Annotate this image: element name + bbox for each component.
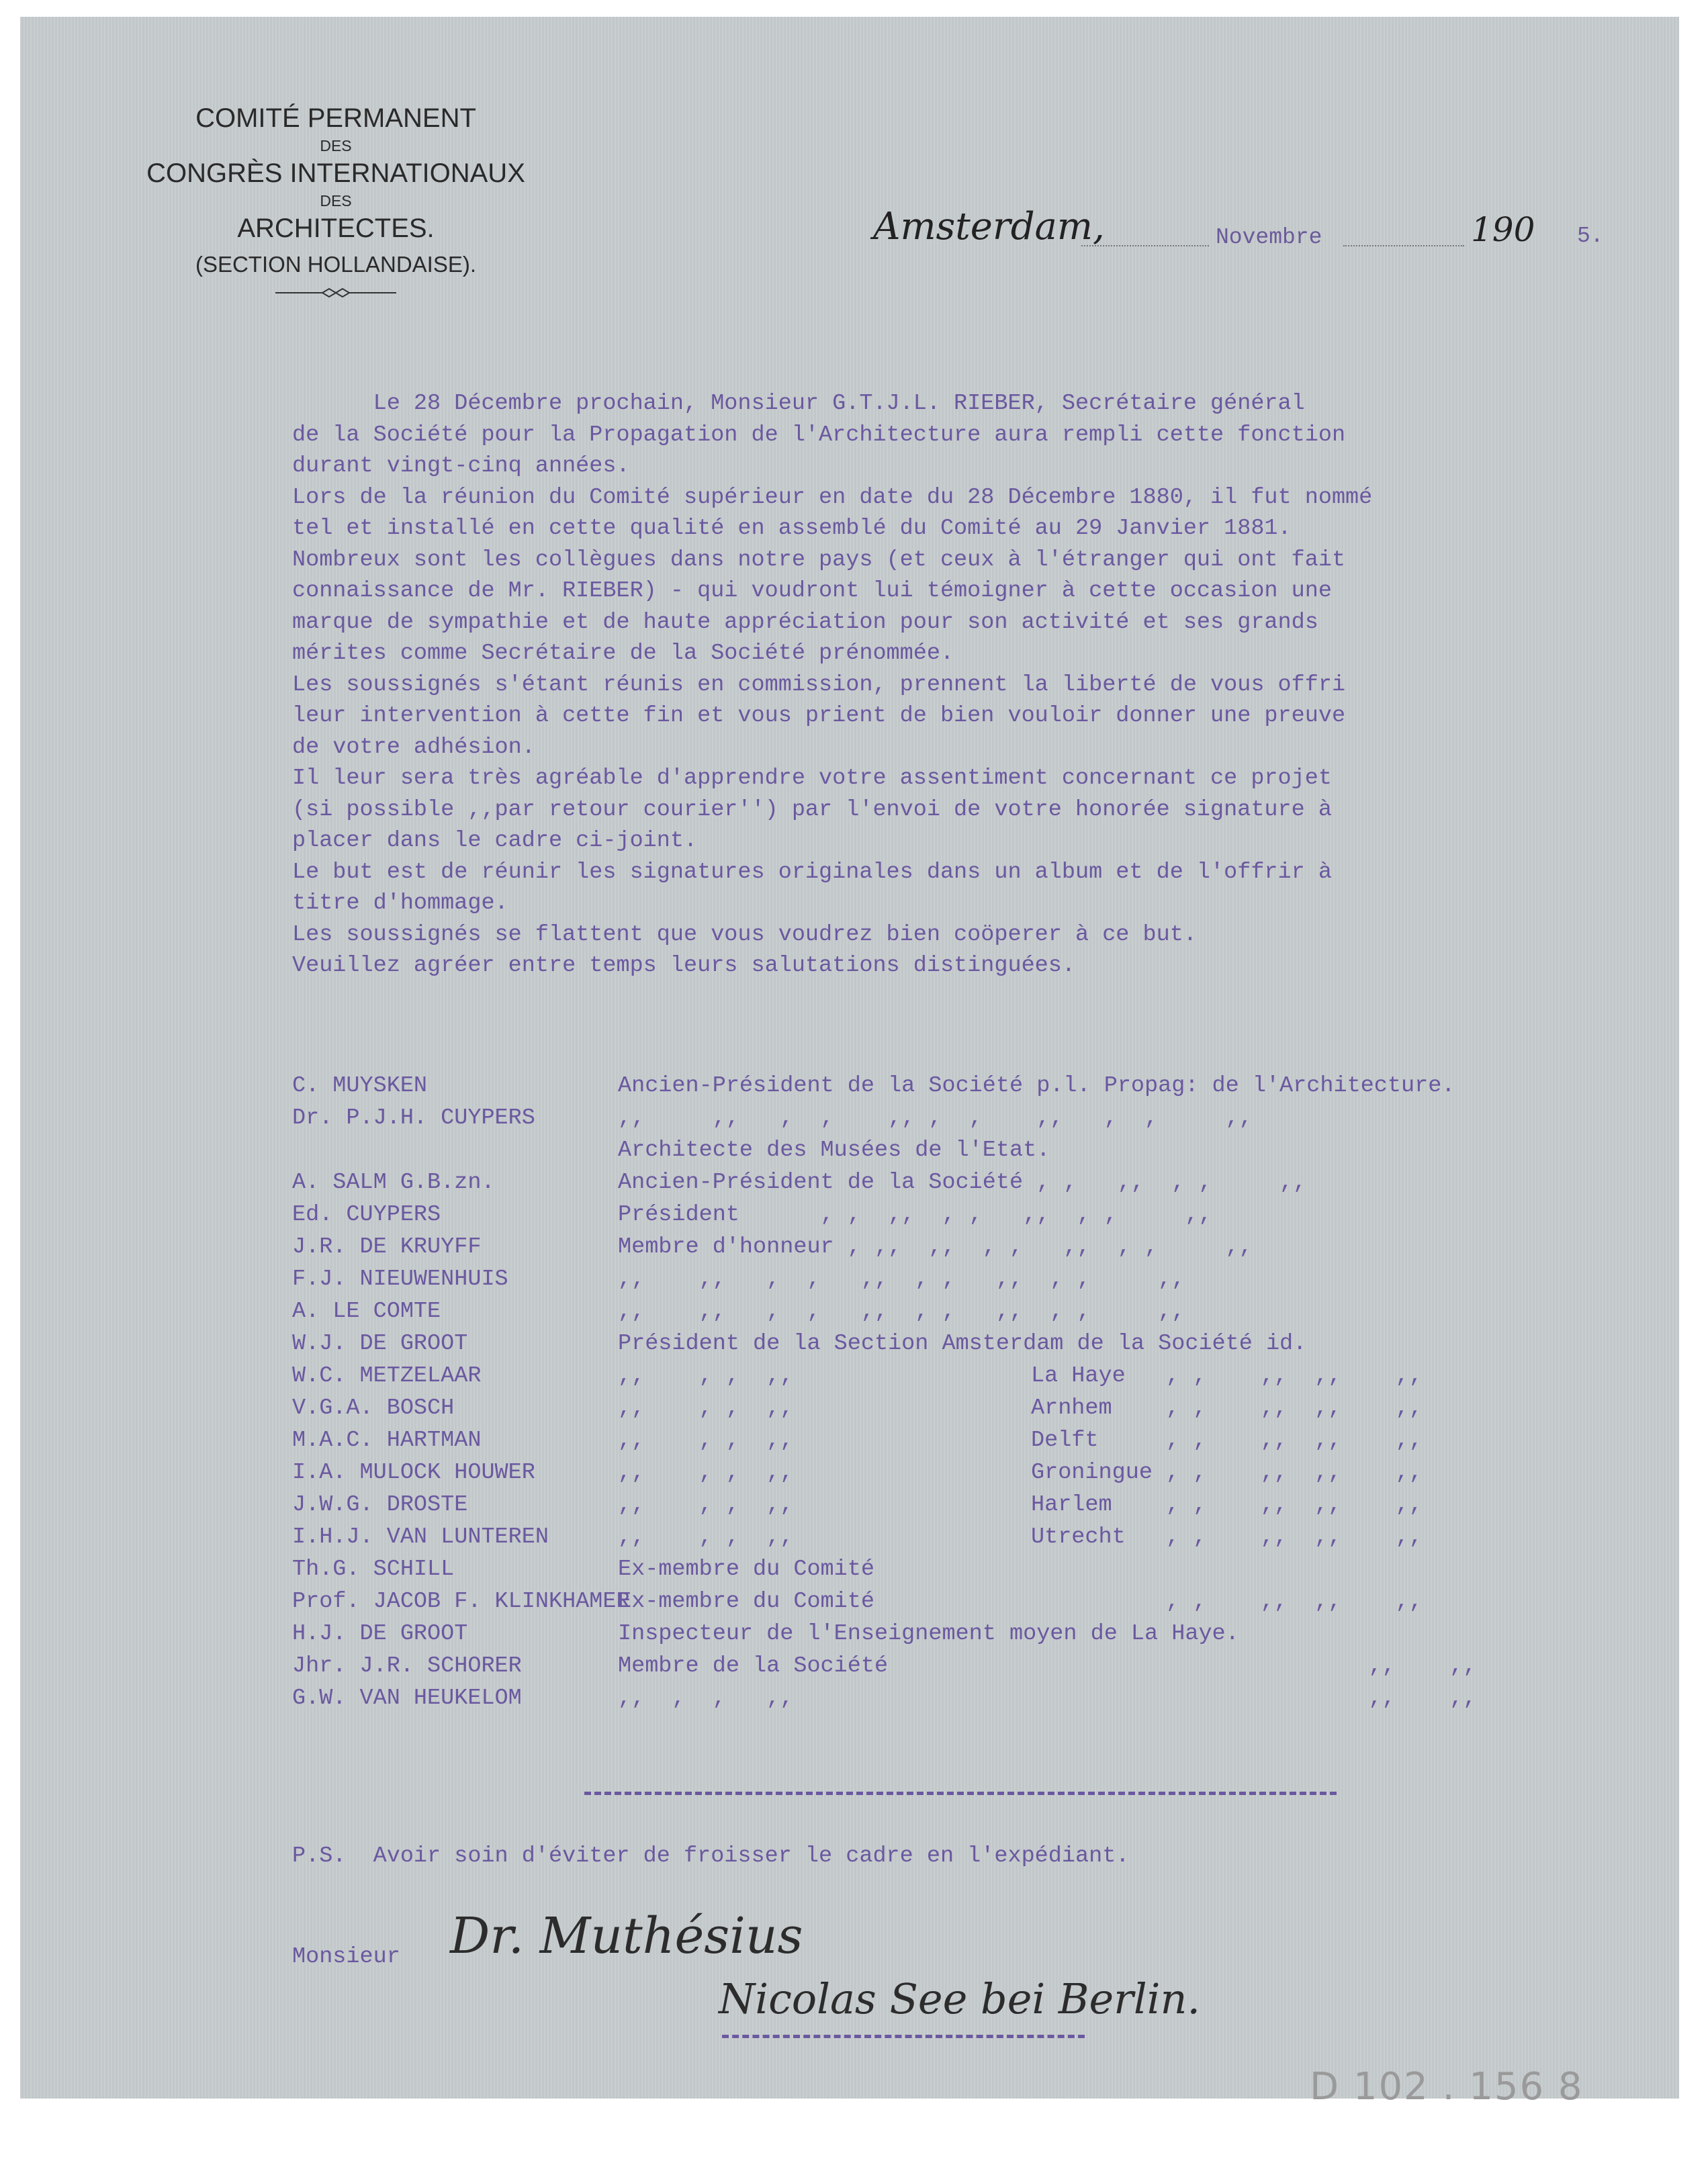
date-month: Novembre	[1216, 225, 1322, 250]
signatory-name: M.A.C. HARTMAN	[292, 1428, 482, 1453]
signatory-place: Groningue , , ,, ,, ,,	[1031, 1460, 1423, 1485]
signatory-name: Th.G. SCHILL	[292, 1557, 455, 1582]
dateline	[873, 205, 1625, 259]
signatory-place: Arnhem , , ,, ,, ,,	[1031, 1395, 1423, 1421]
body-line: Le but est de réunir les signatures originales dans un album et de l'offrir à	[292, 859, 1332, 885]
signatory-role: ,, , , ,,	[618, 1460, 794, 1485]
signatory-role: ,, , , ,,	[618, 1428, 794, 1453]
body-line: (si possible ,,par retour courier'') par l'envoi de votre honorée signature à	[292, 796, 1332, 823]
signatory-row	[292, 1231, 1676, 1263]
signatory-place: Delft , , ,, ,, ,,	[1031, 1428, 1423, 1453]
archive-number: D 102 . 156 8	[1310, 2065, 1584, 2109]
signatory-place: Harlem , , ,, ,, ,,	[1031, 1492, 1423, 1518]
signatory-role: Inspecteur de l'Enseignement moyen de La Haye.	[618, 1621, 1239, 1647]
body-line: tel et installé en cette qualité en assemblé du Comité au 29 Janvier 1881.	[292, 516, 1292, 541]
body-line: leur intervention à cette fin et vous prient de bien vouloir donner une preuve	[292, 703, 1346, 729]
signatory-name: F.J. NIEUWENHUIS	[292, 1267, 508, 1292]
letterhead-line-3: CONGRÈS INTERNATIONAUX	[146, 158, 525, 188]
separator-rule	[584, 1792, 1337, 1795]
signatory-row	[292, 1553, 1676, 1585]
letterhead-line-1: COMITÉ PERMANENT	[195, 103, 476, 133]
signatory-row	[292, 1134, 1676, 1166]
signatory-row	[292, 1102, 1676, 1134]
letterhead-line-5: ARCHITECTES.	[237, 214, 435, 243]
signatory-role: ,, , , ,,	[618, 1363, 794, 1389]
signatory-role: Ex-membre du Comité	[618, 1589, 874, 1614]
signatory-row	[292, 1457, 1676, 1489]
date-year-typed: 5.	[1577, 224, 1604, 248]
body-line: Les soussignés se flattent que vous voudrez bien coöperer à ce but.	[292, 921, 1197, 948]
signatory-name: I.A. MULOCK HOUWER	[292, 1460, 535, 1485]
dotted-line	[1081, 245, 1209, 246]
signatory-row	[292, 1392, 1676, 1424]
body-line: Les soussignés s'étant réunis en commission, prennent la liberté de vous offri	[292, 672, 1346, 698]
signatory-role: Architecte des Musées de l'Etat.	[618, 1138, 1050, 1163]
signatory-name: W.C. METZELAAR	[292, 1363, 482, 1389]
letterhead-line-2: DES	[320, 137, 352, 154]
signatory-row	[292, 1682, 1676, 1714]
body-line: Il leur sera très agréable d'apprendre votre assentiment concernant ce projet	[292, 766, 1332, 791]
signatory-row	[292, 1070, 1676, 1102]
signatory-name: Jhr. J.R. SCHORER	[292, 1653, 522, 1679]
signatory-name: H.J. DE GROOT	[292, 1621, 468, 1647]
body-line: placer dans le cadre ci-joint.	[292, 828, 698, 854]
address-underline	[722, 2035, 1085, 2038]
signatory-place: Utrecht , , ,, ,, ,,	[1031, 1524, 1423, 1550]
signatory-role: Membre de la Société	[618, 1653, 889, 1679]
signatory-role: Président de la Section Amsterdam de la Société id.	[618, 1331, 1307, 1357]
signatory-row	[292, 1360, 1676, 1392]
letter-body	[292, 388, 1676, 982]
signatory-name: V.G.A. BOSCH	[292, 1395, 455, 1421]
ornament-divider-icon	[275, 286, 396, 300]
signatory-role: ,, , , ,,	[618, 1686, 794, 1711]
address-salutation: Monsieur	[292, 1944, 400, 1970]
signatory-role: ,, , , ,,	[618, 1395, 794, 1421]
signatory-place: ,, ,,	[1031, 1686, 1477, 1711]
signatory-role: Ancien-Président de la Société p.l. Propag: de l'Architecture.	[618, 1073, 1455, 1099]
signatory-place: , , ,, ,, ,,	[1031, 1589, 1423, 1614]
signatory-name: A. SALM G.B.zn.	[292, 1170, 495, 1195]
body-line: Lors de la réunion du Comité supérieur en date du 28 Décembre 1880, il fut nommé	[292, 484, 1373, 510]
signatory-role: ,, , , ,,	[618, 1492, 794, 1518]
date-city: Amsterdam,	[873, 205, 1105, 248]
signatory-name: C. MUYSKEN	[292, 1073, 428, 1099]
signatory-name: A. LE COMTE	[292, 1299, 441, 1324]
body-line: mérites comme Secrétaire de la Société prénommée.	[292, 641, 954, 666]
signatory-role: ,, , , ,,	[618, 1524, 794, 1550]
handwritten-recipient-name: Dr. Muthésius	[450, 1907, 803, 1965]
signatory-role: Président , , ,, , , ,, , , ,,	[618, 1202, 1212, 1228]
signatory-row	[292, 1295, 1676, 1328]
signatory-row	[292, 1199, 1676, 1231]
signatory-row	[292, 1650, 1676, 1682]
signatory-name: W.J. DE GROOT	[292, 1331, 468, 1357]
signatory-row	[292, 1618, 1676, 1650]
signatory-place: La Haye , , ,, ,, ,,	[1031, 1363, 1423, 1389]
signatory-row	[292, 1585, 1676, 1618]
signatory-place: ,, ,,	[1031, 1653, 1477, 1679]
handwritten-recipient-place: Nicolas See bei Berlin.	[719, 1974, 1201, 2023]
body-line: durant vingt-cinq années.	[292, 453, 630, 479]
signatories-list	[292, 1070, 1676, 1714]
signatory-role: Ex-membre du Comité	[618, 1557, 874, 1582]
signatory-name: J.R. DE KRUYFF	[292, 1234, 482, 1260]
letterhead-line-4: DES	[320, 192, 352, 210]
postscript: P.S. Avoir soin d'éviter de froisser le cadre en l'expédiant.	[292, 1843, 1130, 1869]
body-line: connaissance de Mr. RIEBER) - qui voudront lui témoigner à cette occasion une	[292, 578, 1332, 604]
body-line: marque de sympathie et de haute appréciation pour son activité et ses grands	[292, 609, 1318, 635]
signatory-name: I.H.J. VAN LUNTEREN	[292, 1524, 549, 1550]
signatory-role: Membre d'honneur , ,, ,, , , ,, , , ,,	[618, 1234, 1253, 1260]
signatory-name: Dr. P.J.H. CUYPERS	[292, 1105, 535, 1131]
signatory-role: ,, ,, , , ,, , , ,, , , ,,	[618, 1105, 1253, 1131]
signatory-name: J.W.G. DROSTE	[292, 1492, 468, 1518]
body-line: Nombreux sont les collègues dans notre pays (et ceux à l'étranger qui ont fait	[292, 547, 1346, 573]
signatory-name: Prof. JACOB F. KLINKHAMER	[292, 1589, 630, 1614]
body-line: Le 28 Décembre prochain, Monsieur G.T.J.L. RIEBER, Secrétaire général	[292, 391, 1305, 416]
signatory-row	[292, 1166, 1676, 1199]
signatory-role: Ancien-Président de la Société , , ,, , , ,,	[618, 1170, 1307, 1195]
body-line: de votre adhésion.	[292, 734, 535, 760]
letterhead-line-6: (SECTION HOLLANDAISE).	[195, 252, 477, 277]
signatory-row	[292, 1489, 1676, 1521]
signatory-name: G.W. VAN HEUKELOM	[292, 1686, 522, 1711]
signatory-row	[292, 1424, 1676, 1457]
signatory-role: ,, ,, , , ,, , , ,, , , ,,	[618, 1267, 1185, 1292]
signatory-row	[292, 1263, 1676, 1295]
dotted-line	[1343, 245, 1464, 246]
body-line: Veuillez agréer entre temps leurs salutations distinguées.	[292, 953, 1075, 978]
letter-page	[20, 17, 1679, 2109]
signatory-row	[292, 1328, 1676, 1360]
body-line: de la Société pour la Propagation de l'Architecture aura rempli cette fonction	[292, 422, 1346, 448]
letterhead	[114, 101, 557, 303]
body-line: titre d'hommage.	[292, 890, 508, 916]
date-year-printed: 190	[1471, 210, 1535, 249]
signatory-role: ,, ,, , , ,, , , ,, , , ,,	[618, 1299, 1185, 1324]
signatory-row	[292, 1521, 1676, 1553]
signatory-name: Ed. CUYPERS	[292, 1202, 441, 1228]
